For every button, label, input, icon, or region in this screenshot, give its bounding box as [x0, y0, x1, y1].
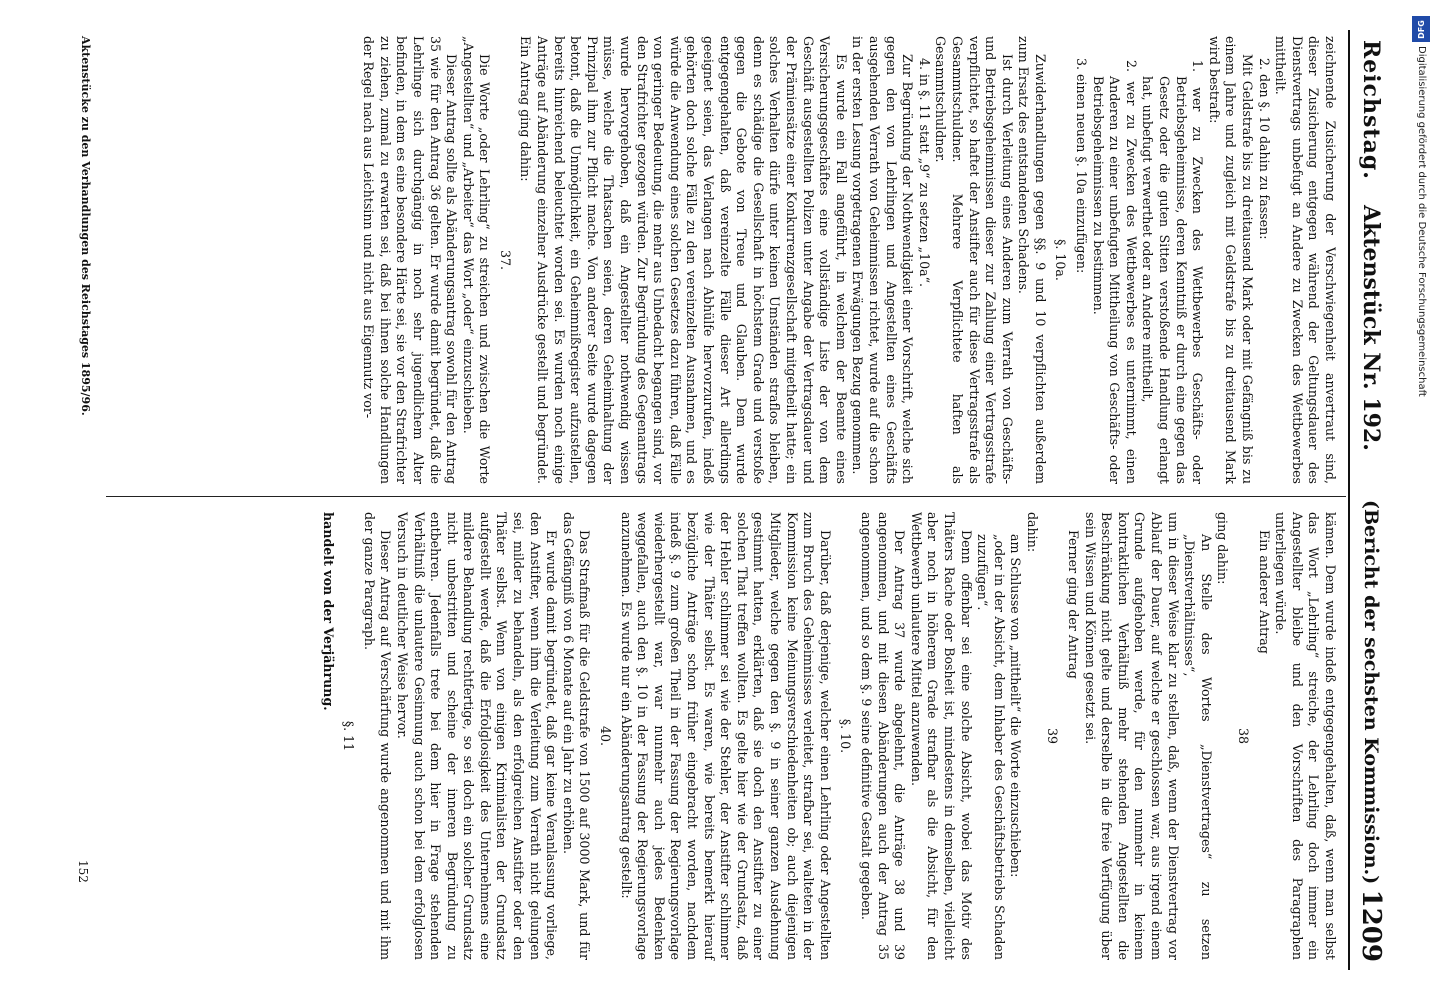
paragraph: Der Antrag 37 wurde abgelehnt, die Anträge 38 und 39 angenommen, und mit diesen Abänderungen auch der Antrag 35 angenommen, und so dem §. 9 seine definitive Gestalt gegeben. [858, 512, 908, 960]
list-item: 3. einen neuen §. 10a einzufügen: [1074, 58, 1090, 274]
paragraph: Es wurde ein Fall angeführt, in welchem der Beamte eines Versicherungsgeschäftes eine vollständige Liste der von dem Geschäft ausgestellten Polizen unter Angabe der Vertragsdauer und der Prämiensätze einer Konkurrenzgesellschaft mitgetheilt hatte; ein solches Verhalten dürfe unter keinen Umständen straflos bleiben, denn es schädige die Gesellschaft in höchstem Grade und verstoße gegen die Gebote von Treue und Glauben. Dem wurde entgegengehalten, daß vereinzelte Fälle dieser Art allerdings geeignet seien, das Verlangen nach Abhülfe hervorzurufen, indeß gehörten doch solche Fälle zu den vereinzelten Ausnahmen, und es würde die Anwendung eines solchen Gesetzes dazu führen, daß Fälle von geringer Bedeutung, die mehr aus Unbedacht begangen sind, vor den Strafrichter gezogen würden. Zur Begründung des Gegenantrags wurde hervorgehoben, daß ein Angestellter nothwendig wissen müsse, welche die Thatsachen seien, deren Geheimhaltung der Prinzipal ihm zur Pflicht mache. Von anderer Seite wurde dagegen betont, daß die Unmöglichkeit, ein Geheimnißregister aufzustellen, bereits hinreichend beleuchtet worden sei. Es wurden noch einige Anträge auf Abänderung einzelner Ausdrücke gestellt und begründet. Ein Antrag ging dahin: [518, 36, 849, 484]
section-heading: §. 11 [341, 720, 357, 752]
paragraph: Dieser Antrag auf Verschärfung wurde angenommen und mit ihm der ganze Paragraph. [361, 512, 394, 960]
paragraph: zeichnende Zusicherung der Verschwiegenheit anvertraut sind, dieser Zusicherung entgegen während der Geltungsdauer des Dienstvertrags unbefugt an Andere zu Zwecken des Wettbewerbes mittheilt. [1273, 36, 1338, 484]
dfg-logo-icon: DFG [1412, 16, 1430, 42]
paragraph: Ferner ging der Antrag [1066, 530, 1082, 679]
funding-note: Digitalisierung gefördert durch die Deutsche Forschungsgemeinschaft [1416, 46, 1427, 397]
list-item: 2. wer zu Zwecken des Wettbewerbes es unternimmt, einen Anderen zu einer unbefugten Mittheilung von Geschäfts- oder Betriebsgeheimnissen zu bestimmen. [1090, 60, 1139, 484]
paragraph: Denn offenbar sei eine solche Absicht, wobei das Motiv des Thäters Rache oder Bosheit ist, mindestens in demselben, vielleicht aber noch in höherem Grade strafbar als die Absicht, für den Wettbewerb unlautere Mittel anzuwenden. [908, 512, 974, 960]
list-item: 4. in §. 11 statt „9“ zu setzen „10a“. [916, 58, 932, 288]
paragraph: handelt von der Verjährung. [320, 512, 336, 711]
header-reichstag: Reichstag. [1358, 40, 1384, 180]
paragraph: ging dahin: [1215, 512, 1231, 585]
dfg-sidebar [1408, 10, 1434, 990]
page-header [1348, 30, 1390, 970]
paragraph: kämen. Dem wurde indeß entgegengehalten, daß, wenn man selbst das Wort „Lehrling“ streiche, der Lehrling doch immer ein Angestellter bleibe und den Vorschriften des Paragraphen unterliegen würde. [1273, 512, 1338, 960]
header-aktenstueck: Aktenstück Nr. 192. [1358, 205, 1384, 451]
column-divider [106, 496, 1346, 497]
scanned-page [50, 30, 1390, 970]
section-heading: §. 10. [838, 718, 854, 754]
paragraph: am Schlusse von „mittheilt“ die Worte einzuschieben: [1008, 534, 1024, 878]
header-report-title: (Bericht der sechsten Kommission.) [1360, 500, 1382, 885]
paragraph: „oder in der Absicht, dem Inhaber des Geschäftsbetriebs Schaden zuzufügen“. [975, 534, 1007, 960]
right-column [319, 512, 1338, 960]
paragraph: Zur Begründung der Nothwendigkeit einer Vorschrift, welche sich gegen den von Lehrlingen und Angestellten eines Geschäfts ausgehenden Verrath von Geheimnissen richtet, wurde auf die schon in der ersten Lesung vorgetragenen Erwägungen Bezug genommen. [850, 36, 916, 484]
paragraph: dahin: [1024, 512, 1040, 553]
motion-number: 40. [598, 725, 614, 747]
paragraph: Er wurde damit begründet, daß gar keine Veranlassung vorliege, den Anstifter, wenn ihm die Verleitung zum Verrath nicht gelungen sei, milder zu behandeln, als den erfolgreichen Anstifter oder den Thäter selbst. Wenn von einigen Kriminalisten der Grundsatz aufgestellt werde, daß die Erfolglosigkeit des Unternehmens eine mildere Behandlung rechtfertige, so sei doch ein solcher Grundsatz nicht unbestritten und scheine der inneren Begründung zu entbehren. Jedenfalls trete bei dem hier in Frage stehenden Verhältniß die unlautere Gesinnung auch schon bei dem erfolglosen Versuch in deutlicher Weise hervor. [394, 512, 560, 960]
list-item: 1. wer zu Zwecken des Wettbewerbes Geschäfts- oder Betriebsgeheimnisse, deren Kenntniß er durch eine gegen das Gesetz oder die guten Sitten verstoßende Handlung erlangt hat, unbefugt verwerthet oder an Andere mittheilt, [1140, 60, 1206, 484]
motion-number: 38 [1236, 727, 1252, 745]
paragraph: Darüber, daß derjenige, welcher einen Lehrling oder Angestellten zum Bruch des Geheimnisses verleitet, strafbar sei, walteten in der Kommission keine Meinungsverschiedenheiten ob; auch diejenigen Mitglieder, welche gegen den §. 9 in seiner ganzen Ausdehnung gestimmt hatten, erklärten, daß sie doch den Anstifter zu einer solchen That treffen wollten. Es gelte hier wie der Grundsatz, daß der Hehler schlimmer sei wie der Stehler, der Anstifter schlimmer wie der Thäter selbst. Es waren, wie bereits bemerkt hierauf bezügliche Anträge schon früher eingebracht worden, nachdem indeß §. 9 zum großen Theil in der Fassung der Regierungsvorlage wiederhergestellt war, war nunmehr auch jedes Bedenken weggefallen, auch den §. 10 in der Fassung der Regierungsvorlage anzunehmen. Es wurde nur ein Abänderungsantrag gestellt: [618, 512, 833, 960]
page-footer: Aktenstücke zu den Verhandlungen des Reichstages 1895/96. [79, 36, 92, 416]
paragraph: Dieser Antrag sollte als Abänderungsantrag sowohl für den Antrag 35 wie für den Antrag 36 gelten. Er wurde damit begründet, daß die Lehrlinge sich durchgängig in noch sehr jugendlichem Alter befinden, in dem es eine besondere Härte sei, sie vor den Strafrichter zu ziehen, zumal zu erwarten sei, daß bei ihnen solche Handlungen der Regel nach aus Leichtsinn und nicht aus Eigennutz vor- [361, 36, 460, 484]
section-heading: §. 10a. [1053, 239, 1069, 281]
paragraph: um in dieser Weise klar zu stellen, daß, wenn der Dienstvertrag vor Ablauf der Dauer, auf welche er geschlossen war, aus irgend einem Grunde aufgehoben werde, für den nunmehr in keinem kontraktlichen Verhältniß mehr stehenden Angestellten die Beschränkung nicht gelte und derselbe in die freie Verfügung über sein Wissen und Können gesetzt sei. [1082, 512, 1181, 960]
list-item: 2. den §. 10 dahin zu fassen: [1256, 58, 1272, 240]
left-column [360, 36, 1338, 484]
motion-number: 39 [1045, 727, 1061, 745]
paragraph: Ein anderer Antrag [1256, 530, 1272, 654]
page-number: 1209 [1356, 889, 1386, 962]
paragraph: Die Worte „oder Lehrling“ zu streichen und zwischen die Worte „Angestellten“ und „Arbeiter“ das Wort „oder“ einzuschieben. [460, 36, 493, 484]
paragraph: An Stelle des Wortes „Dienstvertrages“ zu setzen „Dienstverhältnisses“, [1182, 534, 1214, 960]
signature-mark: 152 [76, 860, 90, 883]
paragraph: Mit Geldstrafe bis zu dreitausend Mark oder mit Gefängniß bis zu einem Jahre und zugleich mit Geldstrafe bis zu dreitausend Mark wird bestraft: [1206, 36, 1256, 484]
paragraph: Das Strafmaß für die Geldstrafe von 1500 auf 3000 Mark, und für das Gefängniß von 6 Monate auf ein Jahr zu erhöhen. [560, 512, 593, 960]
motion-number: 37. [497, 249, 513, 271]
paragraph: Ist durch Verleitung eines Anderen zum Verrath von Geschäfts- und Betriebsgeheimnissen dieser zur Zahlung einer Vertragsstrafe verpflichtet, so haftet der Anstifter auch für diese Vertragsstrafe als Gesammtschuldner. Mehrere Verpflichtete haften als Gesammtschuldner. [933, 36, 1015, 484]
paragraph: Zuwiderhandlungen gegen §§. 9 und 10 verpflichten außerdem zum Ersatz des entstandenen Schadens. [1016, 36, 1048, 484]
